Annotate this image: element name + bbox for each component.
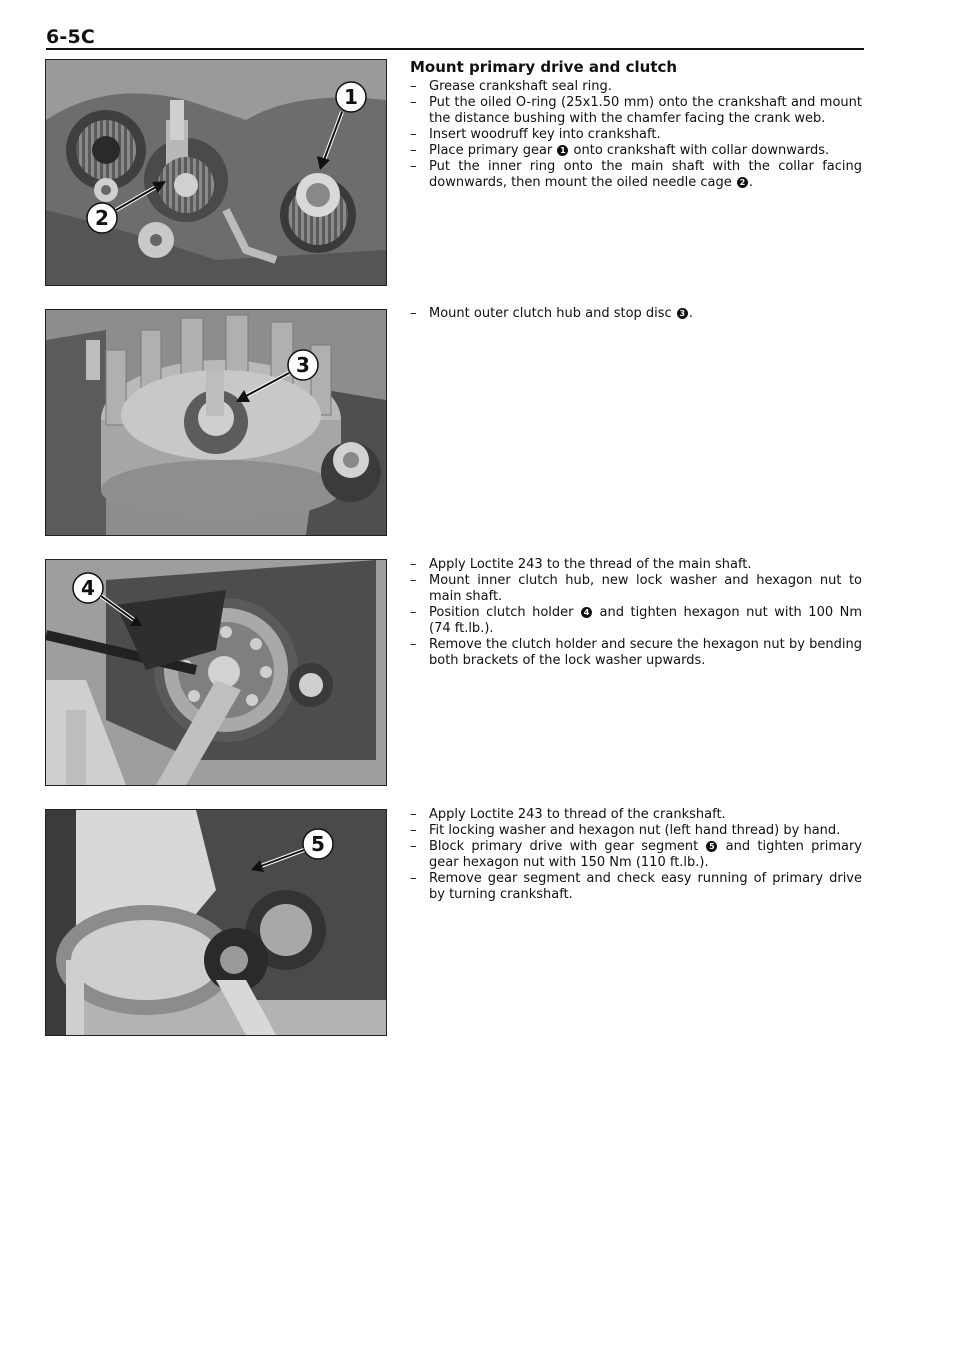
page-number: 6-5C bbox=[46, 26, 96, 48]
step-item: – Fit locking washer and hexagon nut (left hand thread) by hand. bbox=[410, 823, 841, 838]
photo-outer-clutch-hub bbox=[45, 309, 387, 536]
callout-1: 1 bbox=[344, 85, 358, 109]
steps-group-3 bbox=[410, 557, 862, 669]
step-item: – Put the inner ring onto the main shaft with the collar facing downwards, then mount the oiled needle cage 2 . bbox=[410, 159, 862, 190]
reference-number-badge: 4 bbox=[581, 607, 592, 618]
reference-number-badge: 5 bbox=[706, 841, 717, 852]
reference-number-badge: 2 bbox=[737, 177, 748, 188]
photo-gear-segment-block bbox=[45, 809, 387, 1036]
callout-2: 2 bbox=[95, 206, 109, 230]
section-title: Mount primary drive and clutch bbox=[410, 58, 678, 76]
header-rule bbox=[46, 48, 864, 50]
steps-group-4 bbox=[410, 807, 862, 903]
step-item: – Block primary drive with gear segment 5 and tighten primary gear hexagon nut with 150 Nm (110 ft.lb.). bbox=[410, 839, 862, 870]
step-item: – Put the oiled O-ring (25x1.50 mm) onto the crankshaft and mount the distance bushing with the chamfer facing the crank web. bbox=[410, 95, 862, 126]
photo-2-drawing bbox=[46, 310, 386, 535]
reference-number-badge: 1 bbox=[557, 145, 568, 156]
callout-5: 5 bbox=[311, 832, 325, 856]
step-item: – Apply Loctite 243 to thread of the crankshaft. bbox=[410, 807, 726, 822]
photo-3-drawing bbox=[46, 560, 386, 785]
step-item: – Remove the clutch holder and secure the hexagon nut by bending both brackets of the lock washer upwards. bbox=[410, 637, 862, 668]
step-item: – Position clutch holder 4 and tighten hexagon nut with 100 Nm (74 ft.lb.). bbox=[410, 605, 862, 636]
step-item: – Remove gear segment and check easy running of primary drive by turning crankshaft. bbox=[410, 871, 862, 902]
callout-3: 3 bbox=[296, 353, 310, 377]
step-item: – Insert woodruff key into crankshaft. bbox=[410, 127, 661, 142]
step-item: – Mount inner clutch hub, new lock washer and hexagon nut to main shaft. bbox=[410, 573, 862, 604]
photo-clutch-holder bbox=[45, 559, 387, 786]
photo-crankcase-primary-gear bbox=[45, 59, 387, 286]
reference-number-badge: 3 bbox=[677, 308, 688, 319]
steps-group-1 bbox=[410, 79, 862, 191]
photo-1-drawing bbox=[46, 60, 386, 285]
step-item: – Place primary gear 1 onto crankshaft with collar downwards. bbox=[410, 143, 830, 158]
step-item: – Grease crankshaft seal ring. bbox=[410, 79, 612, 94]
callout-4: 4 bbox=[81, 576, 95, 600]
steps-group-2 bbox=[410, 306, 862, 322]
step-item: – Mount outer clutch hub and stop disc 3 . bbox=[410, 306, 693, 321]
photo-4-drawing bbox=[46, 810, 386, 1035]
step-item: – Apply Loctite 243 to the thread of the main shaft. bbox=[410, 557, 752, 572]
